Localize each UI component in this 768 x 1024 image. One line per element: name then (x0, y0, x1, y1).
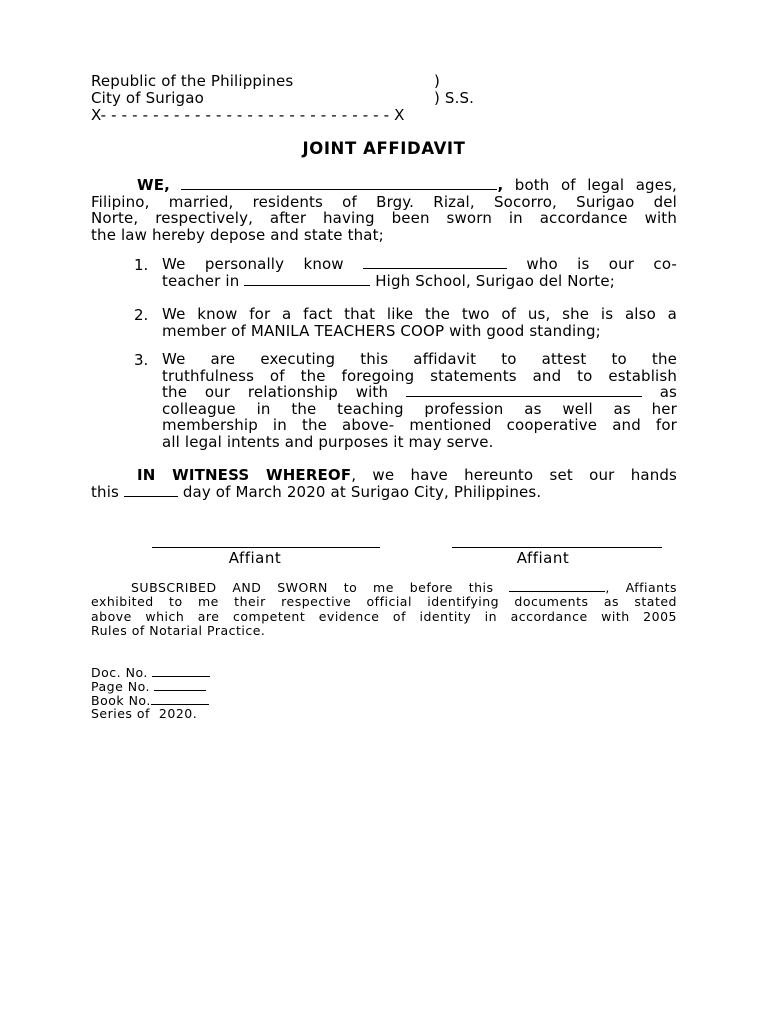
intro-line-4: the law hereby depose and state that; (91, 225, 384, 244)
item-3 (162, 351, 677, 450)
venue-city: City of Surigao (91, 89, 204, 107)
jurat-line-1: SUBSCRIBED AND SWORN to me before this , Affiants (131, 580, 678, 595)
teacher-name-blank (363, 256, 507, 269)
jurat-line-3: above which are competent evidence of identity in accordance with 2005 (91, 608, 677, 624)
affiant-right-signature-line (452, 547, 662, 548)
day-blank (124, 484, 178, 497)
names-blank (181, 177, 497, 190)
doc-no: Doc. No. (91, 664, 210, 680)
page-no: Page No. (91, 678, 206, 694)
item-1-line-2: teacher in High School, Surigao del Norte; (162, 271, 615, 290)
doc-no-blank (152, 664, 210, 677)
document-title: JOINT AFFIDAVIT (302, 139, 466, 158)
intro-line-1 (91, 177, 677, 194)
intro-comma: , (497, 176, 504, 194)
series: Series of 2020. (91, 706, 198, 721)
item-2-number: 2. (134, 306, 149, 324)
page-no-blank (154, 678, 206, 691)
venue-ss: ) S.S. (434, 89, 475, 107)
relationship-blank (406, 384, 642, 397)
item-3-line-2: truthfulness of the foregoing statements and to establish (162, 366, 677, 385)
item-3-line-4: colleague in the teaching profession as well as her (162, 399, 677, 418)
book-no: Book No. (91, 692, 209, 708)
affiant-right-label: Affiant (516, 549, 570, 567)
affiant-left-label: Affiant (228, 549, 282, 567)
jurat-date-blank (509, 579, 605, 592)
item-1 (162, 256, 677, 289)
item-3-line-5: membership in the above- mentioned cooperative and for (162, 416, 677, 434)
jurat-line-2: exhibited to me their respective official identifying documents as stated (91, 594, 677, 610)
venue-republic: Republic of the Philippines (91, 72, 294, 90)
witness-line-1: IN WITNESS WHEREOF, we have hereunto set our hands (137, 466, 677, 484)
intro-line-3: Norte, respectively, after having been sworn in accordance with (91, 209, 677, 227)
affiant-left-signature-line (152, 547, 380, 548)
intro-line-2: Filipino, married, residents of Brgy. Rizal, Socorro, Surigao del (91, 192, 677, 211)
venue-x-line: X- - - - - - - - - - - - - - - - - - - - - - - - - - - - X (91, 106, 405, 124)
school-blank (244, 273, 370, 286)
witness-bold: IN WITNESS WHEREOF (137, 466, 352, 484)
item-3-line-6: all legal intents and purposes it may serve. (162, 432, 494, 451)
witness-paragraph (91, 467, 677, 500)
intro-we: WE, (137, 176, 170, 194)
intro-paragraph (91, 177, 677, 243)
item-3-line-3: the our relationship with as (162, 383, 678, 401)
item-3-line-1: We are executing this affidavit to attest to the (162, 350, 677, 368)
witness-line-2: this day of March 2020 at Surigao City, Philippines. (91, 482, 542, 501)
jurat-paragraph (91, 579, 677, 638)
item-1-line-1: We personally know who is our co- (162, 255, 677, 273)
item-2-line-2: member of MANILA TEACHERS COOP with good standing; (162, 321, 601, 340)
item-2-line-1: We know for a fact that like the two of us, she is also a (162, 305, 677, 323)
item-3-number: 3. (134, 351, 149, 369)
venue-paren-1: ) (434, 72, 441, 90)
jurat-line-4: Rules of Notarial Practice. (91, 622, 266, 638)
item-1-number: 1. (134, 256, 149, 274)
item-2 (162, 306, 677, 339)
intro-legal-ages: both of legal ages, (514, 176, 677, 194)
book-no-blank (151, 692, 209, 705)
